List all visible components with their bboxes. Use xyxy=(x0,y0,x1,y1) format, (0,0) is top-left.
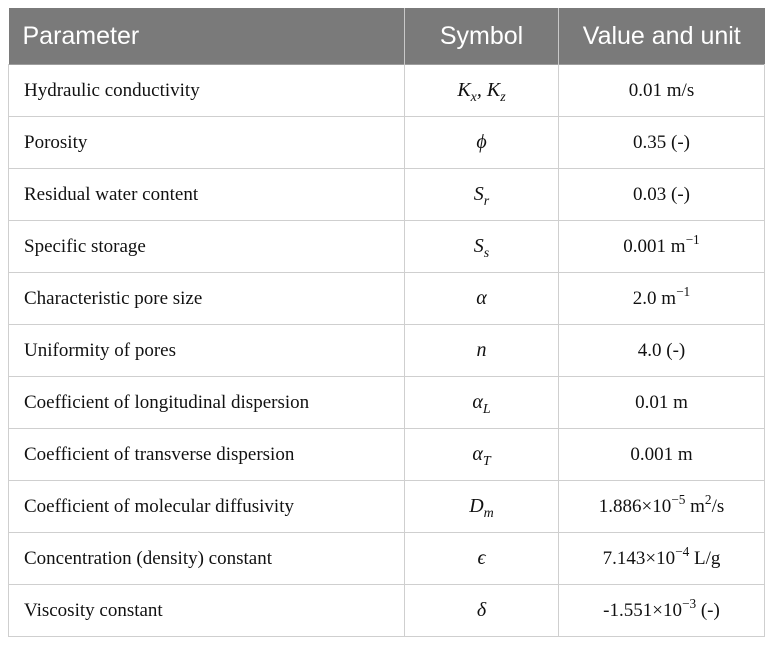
value-cell xyxy=(559,221,765,273)
value-cell xyxy=(559,585,765,637)
value-exponent: −1 xyxy=(676,283,691,299)
symbol-subscript: T xyxy=(482,453,491,469)
symbol-cell xyxy=(405,377,559,429)
symbol-cell xyxy=(405,325,559,377)
table-row xyxy=(9,169,765,221)
value-cell xyxy=(559,117,765,169)
table-row xyxy=(9,429,765,481)
parameter-cell: Concentration (density) constant xyxy=(9,533,405,585)
value-text: 0.01 m/s xyxy=(628,79,695,101)
value-text: 0.01 m xyxy=(635,391,688,413)
parameter-cell: Coefficient of longitudinal dispersion xyxy=(9,377,405,429)
parameter-cell: Coefficient of molecular diffusivity xyxy=(9,481,405,533)
symbol-subscript-2: z xyxy=(500,89,506,105)
value-unit-tail: /s xyxy=(711,495,725,517)
symbol-base: D xyxy=(469,495,484,517)
value-text: 0.001 m xyxy=(630,443,693,465)
table-row xyxy=(9,273,765,325)
symbol-cell xyxy=(405,533,559,585)
value-text: 1.886×10 xyxy=(598,495,672,517)
header-symbol: Symbol xyxy=(405,8,559,65)
symbol-separator: , xyxy=(476,79,487,101)
parameter-cell: Hydraulic conductivity xyxy=(9,65,405,117)
table-row xyxy=(9,325,765,377)
value-exponent: −4 xyxy=(675,543,690,559)
value-exponent: −1 xyxy=(685,231,700,247)
value-cell xyxy=(559,169,765,221)
value-text: 0.35 (-) xyxy=(633,131,690,153)
value-text: 0.03 (-) xyxy=(633,183,690,205)
symbol-cell xyxy=(405,65,559,117)
symbol-subscript: L xyxy=(482,401,491,417)
parameter-table-container xyxy=(8,8,764,637)
value-cell xyxy=(559,325,765,377)
parameter-cell: Specific storage xyxy=(9,221,405,273)
symbol-base: n xyxy=(476,339,487,361)
symbol-subscript: x xyxy=(470,89,477,105)
symbol-subscript: m xyxy=(483,505,494,521)
table-header xyxy=(9,8,765,65)
value-cell xyxy=(559,273,765,325)
symbol-cell xyxy=(405,273,559,325)
symbol-base: δ xyxy=(476,599,487,621)
parameter-cell: Viscosity constant xyxy=(9,585,405,637)
parameter-cell: Porosity xyxy=(9,117,405,169)
symbol-base: α xyxy=(472,443,483,465)
symbol-cell xyxy=(405,221,559,273)
table-row xyxy=(9,65,765,117)
symbol-cell xyxy=(405,585,559,637)
table-row xyxy=(9,117,765,169)
symbol-base: α xyxy=(476,287,487,309)
value-cell xyxy=(559,65,765,117)
symbol-cell xyxy=(405,169,559,221)
parameter-table xyxy=(8,8,765,637)
table-row xyxy=(9,585,765,637)
header-value-and-unit: Value and unit xyxy=(559,8,765,65)
value-text: 4.0 (-) xyxy=(637,339,686,361)
value-text: 0.001 m xyxy=(623,235,686,257)
header-parameter: Parameter xyxy=(9,8,405,65)
value-unit: m xyxy=(685,495,705,517)
symbol-base: K xyxy=(457,79,471,101)
value-unit: L/g xyxy=(689,547,721,569)
parameter-cell: Uniformity of pores xyxy=(9,325,405,377)
symbol-cell xyxy=(405,117,559,169)
value-exponent: −5 xyxy=(671,491,686,507)
symbol-base: ϕ xyxy=(476,131,487,153)
symbol-base: S xyxy=(473,235,484,257)
parameter-cell: Characteristic pore size xyxy=(9,273,405,325)
table-row xyxy=(9,481,765,533)
value-cell xyxy=(559,377,765,429)
symbol-base: α xyxy=(472,391,483,413)
symbol-base-2: K xyxy=(486,79,501,101)
symbol-subscript: s xyxy=(483,245,490,261)
value-text: 2.0 m xyxy=(632,287,677,309)
value-cell xyxy=(559,533,765,585)
table-body xyxy=(9,65,765,637)
value-unit-exponent: 2 xyxy=(704,491,712,507)
parameter-cell: Coefficient of transverse dispersion xyxy=(9,429,405,481)
symbol-cell xyxy=(405,481,559,533)
header-row xyxy=(9,8,765,65)
table-row xyxy=(9,221,765,273)
table-row xyxy=(9,533,765,585)
symbol-base: ϵ xyxy=(477,547,486,569)
parameter-cell: Residual water content xyxy=(9,169,405,221)
value-text: -1.551×10 xyxy=(603,599,682,621)
value-unit: (-) xyxy=(696,599,720,621)
symbol-subscript: r xyxy=(483,193,490,209)
table-row xyxy=(9,377,765,429)
value-text: 7.143×10 xyxy=(602,547,676,569)
value-cell xyxy=(559,429,765,481)
symbol-cell xyxy=(405,429,559,481)
symbol-base: S xyxy=(473,183,484,205)
value-exponent: −3 xyxy=(681,595,697,611)
value-cell xyxy=(559,481,765,533)
